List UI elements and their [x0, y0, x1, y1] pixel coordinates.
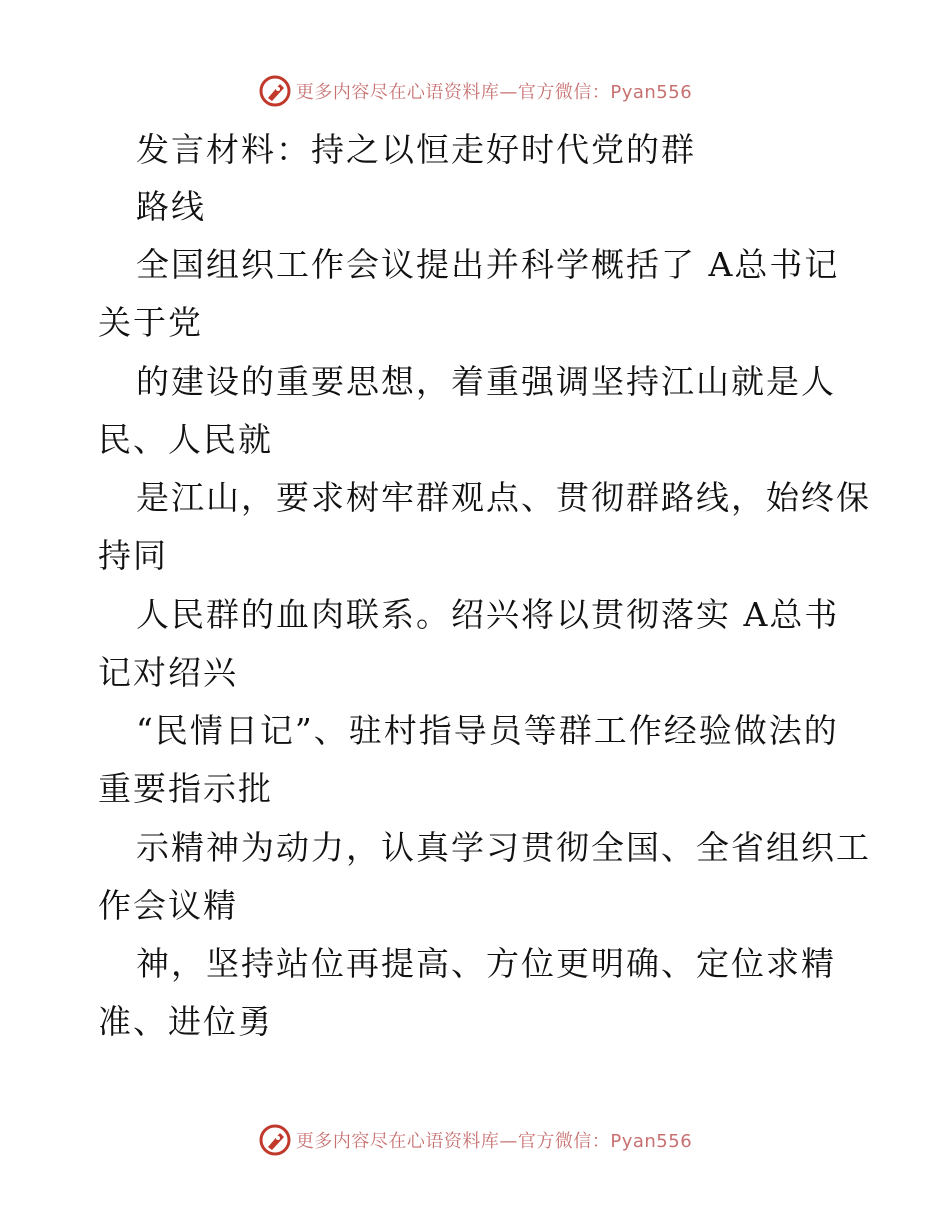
page-footer-banner [0, 1120, 950, 1160]
text-line: 发言材料：持之以恒走好时代党的群 [136, 130, 696, 169]
text-line: 持同 [98, 536, 168, 575]
text-line: 准、进位勇 [98, 1002, 273, 1041]
text-line: 神，坚持站位再提高、方位更明确、定位求精 [136, 944, 836, 983]
text-line: 民、人民就 [98, 420, 273, 459]
text-line: 示精神为动力，认真学习贯彻全国、全省组织工 [136, 828, 871, 867]
header-banner-text: 更多内容尽在心语资料库—官方微信：Pyan556 [295, 82, 693, 103]
pen-nib-logo-icon [258, 74, 292, 108]
text-line: 全国组织工作会议提出并科学概括了 A总书记 [136, 245, 840, 284]
footer-banner-text: 更多内容尽在心语资料库—官方微信：Pyan556 [295, 1131, 693, 1152]
text-line: 的建设的重要思想，着重强调坚持江山就是人 [136, 362, 836, 401]
text-line: 作会议精 [98, 886, 238, 925]
text-line: 记对绍兴 [98, 653, 238, 692]
page-header-banner [0, 71, 950, 111]
text-line: 重要指示批 [98, 769, 273, 808]
text-line: 关于党 [98, 303, 203, 342]
text-line: 是江山，要求树牢群观点、贯彻群路线，始终保 [136, 478, 871, 517]
pen-nib-logo-icon [258, 1123, 292, 1157]
text-line: 路线 [136, 187, 206, 226]
text-line: 人民群的血肉联系。绍兴将以贯彻落实 A总书 [136, 595, 840, 634]
text-line: “民情日记”、驻村指导员等群工作经验做法的 [136, 711, 839, 750]
